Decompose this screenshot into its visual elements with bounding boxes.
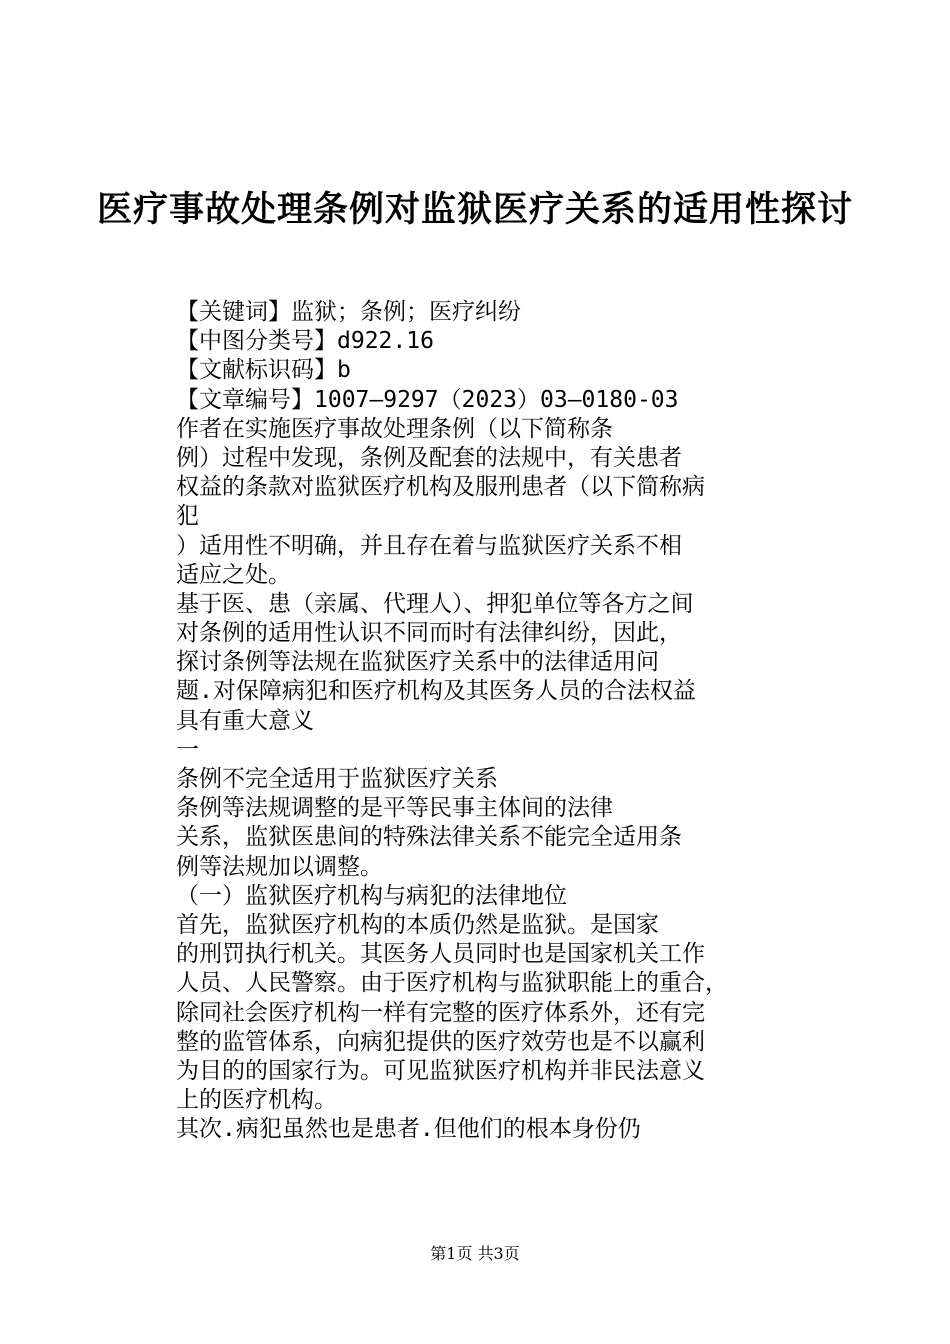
- body-line: 整的监管体系，向病犯提供的医疗效劳也是不以赢利: [176, 1028, 705, 1055]
- body-line: 探讨条例等法规在监狱医疗关系中的法律适用问: [176, 649, 659, 676]
- body-line: 条例等法规调整的是平等民事主体间的法律: [176, 795, 613, 822]
- body-line: 【文献标识码】b: [176, 357, 351, 384]
- body-line: 除同社会医疗机构一样有完整的医疗体系外，还有完: [176, 999, 705, 1026]
- body-line: 适应之处。: [176, 561, 291, 588]
- body-line: 为目的的国家行为。可见监狱医疗机构并非民法意义: [176, 1057, 705, 1084]
- body-line: 【关键词】监狱；条例；医疗纠纷: [176, 299, 521, 325]
- document-body: [176, 298, 796, 1144]
- body-line: 【中图分类号】d922.16: [176, 328, 434, 355]
- body-line: 对条例的适用性认识不同而时有法律纠纷，因此，: [176, 620, 682, 647]
- body-line: 关系，监狱医患间的特殊法律关系不能完全适用条: [176, 824, 682, 851]
- body-line: 一: [176, 736, 199, 763]
- page-footer: 第1页 共3页: [430, 1244, 520, 1263]
- body-line: 首先，监狱医疗机构的本质仍然是监狱。是国家: [176, 911, 659, 938]
- body-line: 上的医疗机构。: [176, 1087, 337, 1114]
- subsection-heading: （一）监狱医疗机构与病犯的法律地位: [176, 882, 567, 909]
- body-line: 基于医、患（亲属、代理人）、押犯单位等各方之间: [176, 590, 694, 617]
- body-line: 题.对保障病犯和医疗机构及其医务人员的合法权益: [176, 678, 696, 705]
- body-line: 的刑罚执行机关。其医务人员同时也是国家机关工作: [176, 941, 705, 968]
- body-line: 例）过程中发现，条例及配套的法规中，有关患者: [176, 444, 682, 471]
- body-line: 【文章编号】1007—9297（2023）03—0180-03: [176, 386, 679, 413]
- body-line: 具有重大意义: [176, 707, 314, 734]
- body-line: 人员、人民警察。由于医疗机构与监狱职能上的重合，: [176, 970, 728, 997]
- body-line: 犯: [176, 503, 199, 530]
- body-line: 作者在实施医疗事故处理条例（以下简称条: [176, 415, 613, 442]
- body-line: 其次.病犯虽然也是患者.但他们的根本身份仍: [176, 1116, 641, 1143]
- section-heading: 条例不完全适用于监狱医疗关系: [176, 766, 498, 792]
- body-line: ）适用性不明确，并且存在着与监狱医疗关系不相: [176, 532, 682, 559]
- document-title: 医疗事故处理条例对监狱医疗关系的适用性探讨: [96, 189, 853, 230]
- body-line: 权益的条款对监狱医疗机构及服刑患者（以下简称病: [176, 474, 705, 501]
- body-line: 例等法规加以调整。: [176, 853, 383, 880]
